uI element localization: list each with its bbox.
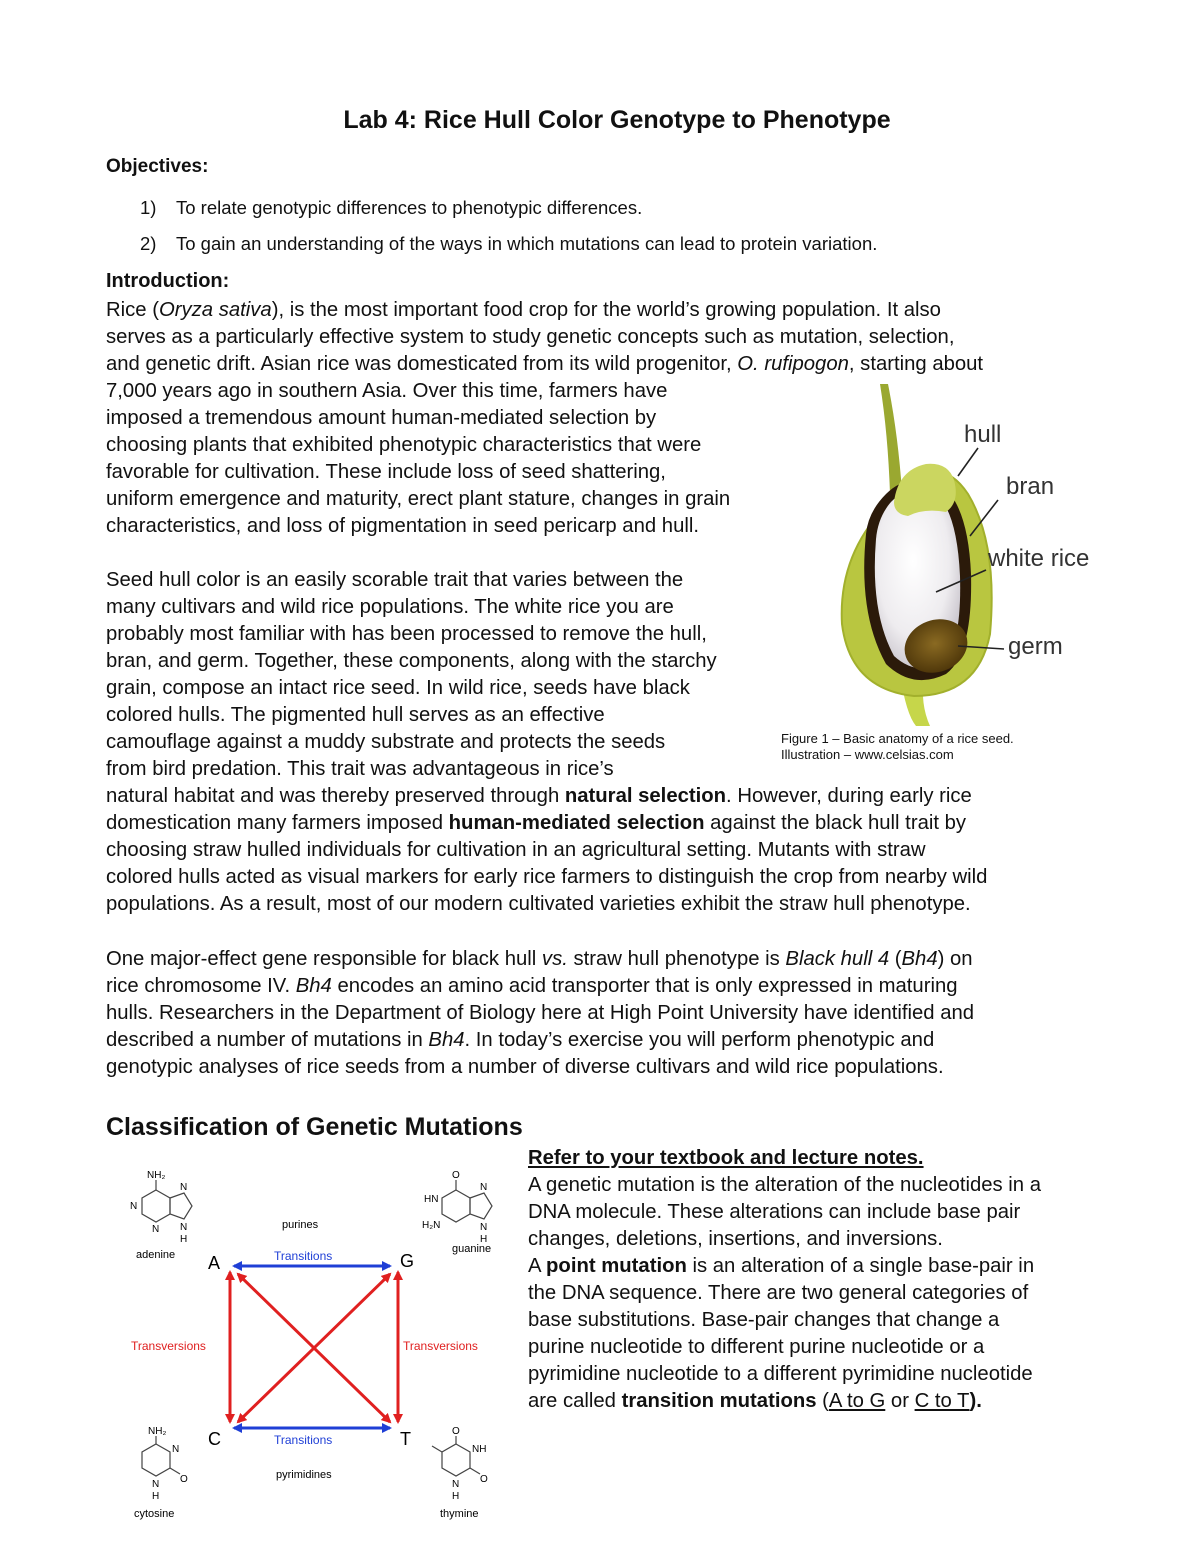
key-term: point mutation <box>546 1255 687 1277</box>
text-line <box>106 973 958 1000</box>
text-line: grain, compose an intact rice seed. In wild rice, seeds have black <box>106 677 690 699</box>
atom-label: N <box>180 1222 188 1233</box>
refer-note: Refer to your textbook and lecture notes. <box>528 1147 924 1169</box>
text-line: A genetic mutation is the alteration of the nucleotides in a <box>528 1174 1041 1196</box>
pyrimidines-label: pyrimidines <box>276 1469 332 1481</box>
transversions-label-left: Transversions <box>131 1339 206 1353</box>
text-run: is an alteration of a single base-pair in <box>686 1255 1035 1277</box>
hull-label: hull <box>964 421 1002 448</box>
atom-label: N <box>152 1479 160 1490</box>
example-pair: A to G <box>828 1390 886 1412</box>
text-line: the DNA sequence. There are two general categories of <box>528 1282 1029 1304</box>
species-name: O. rufipogon <box>737 353 849 375</box>
text-line: from bird predation. This trait was advantageous in rice’s <box>106 758 614 780</box>
atom-label: HN <box>424 1194 439 1205</box>
atom-label: H <box>480 1234 488 1245</box>
text-line <box>106 783 972 810</box>
text-line: genotypic analyses of rice seeds from a number of diverse cultivars and wild rice populations. <box>106 1056 944 1078</box>
hull-leader-line <box>958 448 978 476</box>
purines-label: purines <box>282 1219 319 1231</box>
transversions-label-right: Transversions <box>403 1339 478 1353</box>
text-line: Seed hull color is an easily scorable trait that varies between the <box>106 569 684 591</box>
text-run: . However, during early rice <box>726 785 972 807</box>
cytosine-label: cytosine <box>134 1508 175 1520</box>
text-run: or <box>885 1390 915 1412</box>
text-line: probably most familiar with has been processed to remove the hull, <box>106 623 707 645</box>
text-run: against the black hull trait by <box>704 812 967 834</box>
gene-symbol: Bh4 <box>295 975 332 997</box>
atom-label: H <box>452 1491 460 1502</box>
key-term: natural selection <box>564 785 727 807</box>
atom-label: N <box>480 1182 488 1193</box>
figure-credit: Illustration – www.celsias.com <box>781 747 954 762</box>
text-run: Rice ( <box>106 299 159 321</box>
atom-label: H₂N <box>422 1220 441 1231</box>
transitions-label-bottom: Transitions <box>274 1433 333 1447</box>
hull-awn <box>880 384 902 494</box>
text-run: straw hull phenotype is <box>567 948 786 970</box>
objective-item <box>140 233 877 255</box>
text-run: vs. <box>541 948 568 970</box>
atom-label: N <box>480 1222 488 1233</box>
transitions-label-top: Transitions <box>274 1249 333 1263</box>
text-line <box>528 1388 982 1415</box>
base-c: C <box>208 1429 221 1449</box>
atom-label: N <box>172 1444 180 1455</box>
text-run: , starting about <box>848 353 984 375</box>
text-line: uniform emergence and maturity, erect plant stature, changes in grain <box>106 488 731 510</box>
text-run: . In today’s exercise you will perform phenotypic and <box>464 1029 935 1051</box>
hull-flap <box>894 464 956 516</box>
objective-number: 2) <box>140 233 157 254</box>
key-term: human-mediated selection <box>448 812 705 834</box>
atom-label: NH <box>472 1444 487 1455</box>
introduction-heading: Introduction: <box>106 270 230 292</box>
base-g: G <box>400 1251 415 1271</box>
text-run: One major-effect gene responsible for black hull <box>106 948 542 970</box>
text-line: DNA molecule. These alterations can include base pair <box>528 1201 1021 1223</box>
text-line: choosing plants that exhibited phenotypic characteristics that were <box>106 434 702 456</box>
text-line: bran, and germ. Together, these components, along with the starchy <box>106 650 717 672</box>
page-title: Lab 4: Rice Hull Color Genotype to Phenotype <box>343 106 891 134</box>
objective-number: 1) <box>140 197 157 218</box>
adenine-label: adenine <box>136 1249 176 1261</box>
text-run: ( <box>816 1390 829 1412</box>
species-name: Oryza sativa <box>158 299 272 321</box>
text-line: imposed a tremendous amount human-mediated selection by <box>106 407 657 429</box>
text-run: ). <box>969 1390 982 1412</box>
text-run: are called <box>528 1390 622 1412</box>
atom-label: O <box>452 1426 460 1437</box>
key-term: transition mutations <box>621 1390 817 1412</box>
text-line <box>528 1253 1034 1280</box>
text-line <box>106 810 966 837</box>
gene-symbol: Bh4 <box>901 948 938 970</box>
figure-caption: Figure 1 – Basic anatomy of a rice seed. <box>781 731 1014 746</box>
atom-label: N <box>452 1479 460 1490</box>
rice-seed-figure <box>828 384 1128 732</box>
objective-item <box>140 197 642 219</box>
text-line: base substitutions. Base-pair changes that change a <box>528 1309 1000 1331</box>
text-line: many cultivars and wild rice populations. The white rice you are <box>106 596 674 618</box>
text-line <box>106 946 973 973</box>
text-line: serves as a particularly effective system to study genetic concepts such as mutation, selection, <box>106 326 955 348</box>
cytosine-structure <box>142 1436 180 1476</box>
text-line: purine nucleotide to different purine nucleotide or a <box>528 1336 985 1358</box>
objective-text: To relate genotypic differences to phenotypic differences. <box>176 197 643 218</box>
example-pair: C to T <box>914 1390 970 1412</box>
text-run: A <box>528 1255 547 1277</box>
text-run: ) on <box>937 948 973 970</box>
guanine-label: guanine <box>452 1243 492 1255</box>
atom-label: N <box>180 1182 188 1193</box>
white-rice-label: white rice <box>988 545 1090 572</box>
text-line <box>106 1027 934 1054</box>
text-line: changes, deletions, insertions, and inversions. <box>528 1228 943 1250</box>
atom-label: O <box>180 1474 188 1485</box>
atom-label: N <box>152 1224 160 1235</box>
base-a: A <box>208 1253 221 1273</box>
gene-name: Black hull 4 <box>785 948 890 970</box>
mutation-diagram <box>110 1160 510 1525</box>
thymine-structure <box>432 1436 480 1476</box>
text-line <box>106 297 941 324</box>
text-run: described a number of mutations in <box>106 1029 429 1051</box>
text-line: colored hulls acted as visual markers for early rice farmers to distinguish the crop from nearby wild <box>106 866 988 888</box>
atom-label: NH₂ <box>147 1170 166 1181</box>
atom-label: N <box>130 1201 138 1212</box>
objectives-heading: Objectives: <box>106 156 209 177</box>
atom-label: O <box>452 1170 460 1181</box>
text-run: encodes an amino acid transporter that is only expressed in maturing <box>331 975 958 997</box>
atom-label: O <box>480 1474 488 1485</box>
text-line: choosing straw hulled individuals for cultivation in an agricultural setting. Mutants with straw <box>106 839 926 861</box>
text-line: 7,000 years ago in southern Asia. Over this time, farmers have <box>106 380 668 402</box>
text-line: favorable for cultivation. These include loss of seed shattering, <box>106 461 666 483</box>
base-t: T <box>400 1429 411 1449</box>
text-line: colored hulls. The pigmented hull serves as an effective <box>106 704 605 726</box>
text-run: and genetic drift. Asian rice was domesticated from its wild progenitor, <box>106 353 738 375</box>
text-line: characteristics, and loss of pigmentation in seed pericarp and hull. <box>106 515 699 537</box>
atom-label: H <box>152 1491 160 1502</box>
text-run: natural habitat and was thereby preserved through <box>106 785 565 807</box>
text-line: hulls. Researchers in the Department of Biology here at High Point University have identified and <box>106 1002 975 1024</box>
bran-label: bran <box>1006 473 1055 500</box>
text-line <box>106 351 983 378</box>
text-run: ), is the most important food crop for the world’s growing population. It also <box>271 299 941 321</box>
classification-heading: Classification of Genetic Mutations <box>106 1113 523 1141</box>
text-line: populations. As a result, most of our modern cultivated varieties exhibit the straw hull phenotype. <box>106 893 971 915</box>
thymine-label: thymine <box>440 1508 479 1520</box>
gene-symbol: Bh4 <box>428 1029 465 1051</box>
atom-label: H <box>180 1234 188 1245</box>
text-line: camouflage against a muddy substrate and protects the seeds <box>106 731 666 753</box>
text-run: rice chromosome IV. <box>106 975 296 997</box>
atom-label: NH₂ <box>148 1426 167 1437</box>
text-run: ( <box>889 948 902 970</box>
germ-label: germ <box>1008 633 1063 660</box>
text-line: pyrimidine nucleotide to a different pyrimidine nucleotide <box>528 1363 1033 1385</box>
objective-text: To gain an understanding of the ways in which mutations can lead to protein variation. <box>176 233 878 254</box>
text-run: domestication many farmers imposed <box>106 812 449 834</box>
